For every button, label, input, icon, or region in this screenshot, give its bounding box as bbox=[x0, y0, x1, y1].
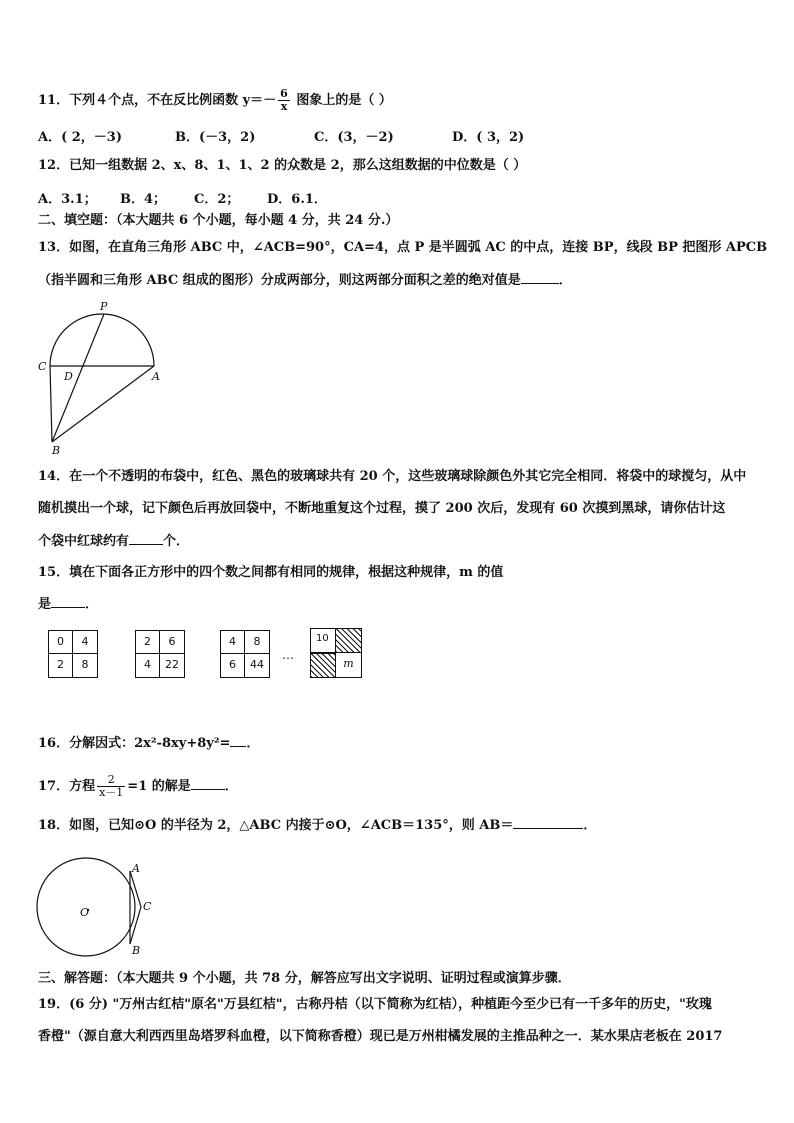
q13-label-b: B bbox=[52, 444, 61, 456]
q15-square-2 bbox=[135, 630, 185, 678]
square-2-top-left: 2 bbox=[136, 631, 160, 654]
q17-stem: 17．方程 $\frac{2}{x-1}$ =1 的解是 ． bbox=[38, 773, 238, 799]
square-last-top-left: 10 bbox=[311, 629, 336, 653]
q13-answer-blank[interactable] bbox=[521, 271, 559, 284]
q19-line-1: 19．(6 分) "万州古红桔"原名"万县红桔"，古称丹桔（以下简称为红桔），种植距今至少已有一千多年的历史，"玫瑰 bbox=[38, 997, 712, 1012]
q13-semicircle-arc bbox=[50, 314, 154, 366]
q12-option-b: B．4； bbox=[120, 192, 167, 207]
q12-option-a: A．3.1； bbox=[38, 192, 97, 207]
q11-fraction: $\frac{6}{x}$ bbox=[280, 87, 288, 113]
q14-line-3: 个袋中红球约有 个． bbox=[38, 534, 190, 549]
q17-answer-blank[interactable] bbox=[191, 777, 225, 790]
q13-label-d: D bbox=[64, 370, 73, 383]
q11-option-a: A．( 2，－3) bbox=[38, 130, 123, 145]
square-last-top-right-hatched bbox=[336, 629, 361, 653]
q12-option-c: C．2； bbox=[194, 192, 240, 207]
q14-line-2: 随机摸出一个球，记下颜色后再放回袋中，不断地重复这个过程，摸了 200 次后，发现有 60 次摸到黑球，请你估计这 bbox=[38, 501, 726, 516]
q14-line-1: 14．在一个不透明的布袋中，红色、黑色的玻璃球共有 20 个，这些玻璃球除颜色外其它完全相同．将袋中的球搅匀，从中 bbox=[38, 469, 747, 484]
square-1-top-left: 0 bbox=[49, 631, 73, 654]
square-1-top-right: 4 bbox=[73, 631, 97, 654]
section-3-heading: 三、解答题：（本大题共 9 个小题，共 78 分，解答应写出文字说明、证明过程或演算步骤． bbox=[38, 971, 571, 986]
square-2-bottom-left: 4 bbox=[136, 654, 160, 677]
q11-option-d: D．( 3，2) bbox=[452, 130, 525, 145]
q17-fraction: $\frac{2}{x-1}$ bbox=[99, 773, 124, 799]
q18-label-a: A bbox=[132, 862, 140, 875]
square-3-bottom-left: 6 bbox=[221, 654, 245, 677]
q13-line-1: 13．如图，在直角三角形 ABC 中，∠ACB=90°，CA=4，点 P 是半圆弧 AC 的中点，连接 BP，线段 BP 把图形 APCB bbox=[38, 240, 768, 255]
q18-label-c: C bbox=[143, 900, 152, 913]
q15-square-last bbox=[310, 628, 362, 678]
square-last-bottom-right: m bbox=[343, 657, 354, 670]
q15-square-1 bbox=[48, 630, 98, 678]
square-2-top-right: 6 bbox=[160, 631, 184, 654]
q13-line-2: （指半圆和三角形 ABC 组成的图形）分成两部分，则这两部分面积之差的绝对值是 ． bbox=[38, 273, 572, 288]
q18-answer-blank[interactable] bbox=[513, 816, 583, 829]
q16-stem: 16．分解因式：2x²-8xy+8y²= ． bbox=[38, 736, 260, 751]
square-1-bottom-right: 8 bbox=[81, 658, 89, 671]
section-2-heading: 二、填空题：（本大题共 6 个小题，每小题 4 分，共 24 分.） bbox=[38, 213, 399, 228]
q12-option-d: D．6.1． bbox=[267, 192, 327, 207]
square-3-bottom-right: 44 bbox=[250, 658, 264, 671]
square-1-bottom-left: 2 bbox=[49, 654, 73, 677]
q18-stem: 18．如图，已知⊙O 的半径为 2，△ABC 内接于⊙O，∠ACB＝135°，则 AB＝ ． bbox=[38, 818, 597, 833]
q15-ellipsis: … bbox=[282, 648, 294, 662]
q13-figure bbox=[34, 296, 164, 456]
square-2-bottom-right: 22 bbox=[165, 658, 179, 671]
q16-answer-blank[interactable] bbox=[230, 734, 246, 747]
q11-option-b: B．(－3，2) bbox=[175, 130, 256, 145]
q18-label-o: O bbox=[80, 906, 90, 919]
q15-square-3 bbox=[220, 630, 270, 678]
q15-line-2: 是 ． bbox=[38, 597, 99, 612]
q14-answer-blank[interactable] bbox=[129, 532, 163, 545]
q19-line-2: 香橙"（源自意大利西西里岛塔罗科血橙，以下简称香橙）现已是万州柑橘发展的主推品种之一．某水果店老板在 2017 bbox=[38, 1029, 723, 1044]
q15-line-1: 15．填在下面各正方形中的四个数之间都有相同的规律，根据这种规律，m 的值 bbox=[38, 565, 504, 580]
q13-label-a: A bbox=[152, 370, 160, 383]
q13-label-c: C bbox=[38, 360, 47, 373]
q18-label-b: B bbox=[132, 944, 141, 957]
q11-option-c: C．(3，－2) bbox=[314, 130, 394, 145]
q13-segment-cb bbox=[50, 366, 52, 442]
q13-label-p: P bbox=[100, 300, 108, 313]
square-3-top-left: 4 bbox=[221, 631, 245, 654]
q12-stem: 12．已知一组数据 2、x、8、1、1、2 的众数是 2，那么这组数据的中位数是（ ） bbox=[38, 158, 527, 173]
q18-figure bbox=[34, 852, 164, 962]
square-3-top-right: 8 bbox=[245, 631, 269, 654]
q11-stem: 11．下列４个点，不在反比例函数 y＝－ $\frac{6}{x}$ 图象上的是（ ） bbox=[38, 87, 392, 113]
q15-answer-blank[interactable] bbox=[51, 595, 85, 608]
square-last-bottom-left-hatched bbox=[311, 653, 336, 677]
